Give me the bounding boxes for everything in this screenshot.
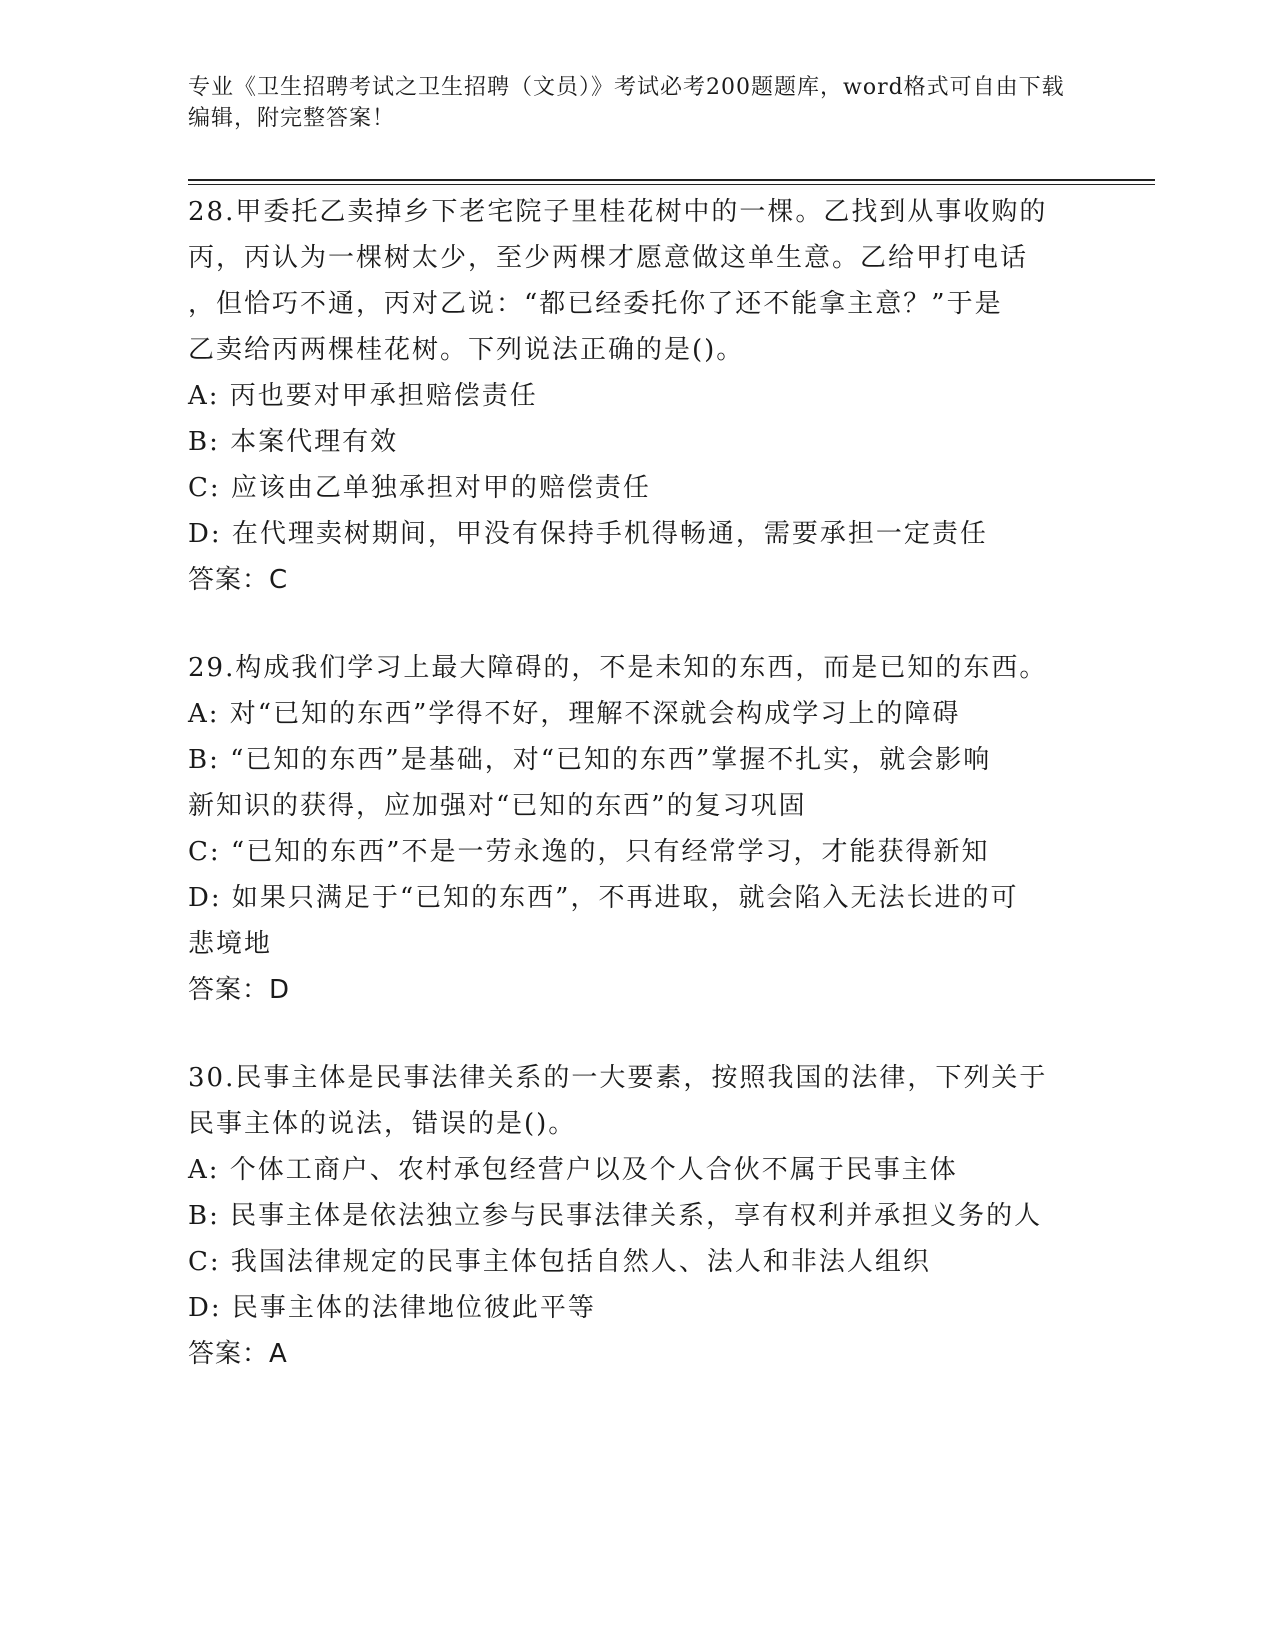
question-stem-line: 29.构成我们学习上最大障碍的，不是未知的东西，而是已知的东西。: [188, 653, 1048, 683]
question-stem-line: ，但恰巧不通，丙对乙说：“都已经委托你了还不能拿主意？”于是: [188, 289, 1003, 319]
document-header: 专业《卫生招聘考试之卫生招聘（文员）》考试必考200题题库，word格式可自由下载编辑，附完整答案！: [188, 75, 1065, 131]
question-29: [188, 645, 1088, 1013]
option-d: D: 在代理卖树期间，甲没有保持手机得畅通，需要承担一定责任: [188, 519, 988, 549]
option-b: B: “已知的东西”是基础，对“已知的东西”掌握不扎实，就会影响: [188, 745, 992, 775]
option-a: A: 对“已知的东西”学得不好，理解不深就会构成学习上的障碍: [188, 699, 961, 729]
option-d-continued: 悲境地: [188, 929, 273, 959]
answer-line: 答案：D: [188, 975, 291, 1005]
question-stem-line: 民事主体的说法，错误的是()。: [188, 1109, 577, 1139]
answer-line: 答案：A: [188, 1339, 288, 1369]
question-stem-line: 乙卖给丙两棵桂花树。下列说法正确的是()。: [188, 335, 745, 365]
question-stem-line: 丙，丙认为一棵树太少，至少两棵才愿意做这单生意。乙给甲打电话: [188, 243, 1029, 273]
question-28: [188, 189, 1088, 603]
option-c: C: 我国法律规定的民事主体包括自然人、法人和非法人组织: [188, 1247, 931, 1277]
option-d: D: 如果只满足于“已知的东西”，不再进取，就会陷入无法长进的可: [188, 883, 1019, 913]
option-c: C: “已知的东西”不是一劳永逸的，只有经常学习，才能获得新知: [188, 837, 990, 867]
header-divider-thick: [188, 179, 1155, 181]
header-divider-thin: [188, 184, 1155, 185]
answer-line: 答案：C: [188, 565, 289, 595]
question-stem-line: 28.甲委托乙卖掉乡下老宅院子里桂花树中的一棵。乙找到从事收购的: [188, 197, 1048, 227]
option-b: B: 本案代理有效: [188, 427, 399, 457]
option-b: B: 民事主体是依法独立参与民事法律关系，享有权利并承担义务的人: [188, 1201, 1043, 1231]
option-d: D: 民事主体的法律地位彼此平等: [188, 1293, 596, 1323]
question-30: [188, 1055, 1088, 1377]
option-a: A: 丙也要对甲承担赔偿责任: [188, 381, 538, 411]
option-b-continued: 新知识的获得，应加强对“已知的东西”的复习巩固: [188, 791, 807, 821]
option-a: A: 个体工商户、农村承包经营户以及个人合伙不属于民事主体: [188, 1155, 958, 1185]
question-stem-line: 30.民事主体是民事法律关系的一大要素，按照我国的法律，下列关于: [188, 1063, 1048, 1093]
option-c: C: 应该由乙单独承担对甲的赔偿责任: [188, 473, 651, 503]
